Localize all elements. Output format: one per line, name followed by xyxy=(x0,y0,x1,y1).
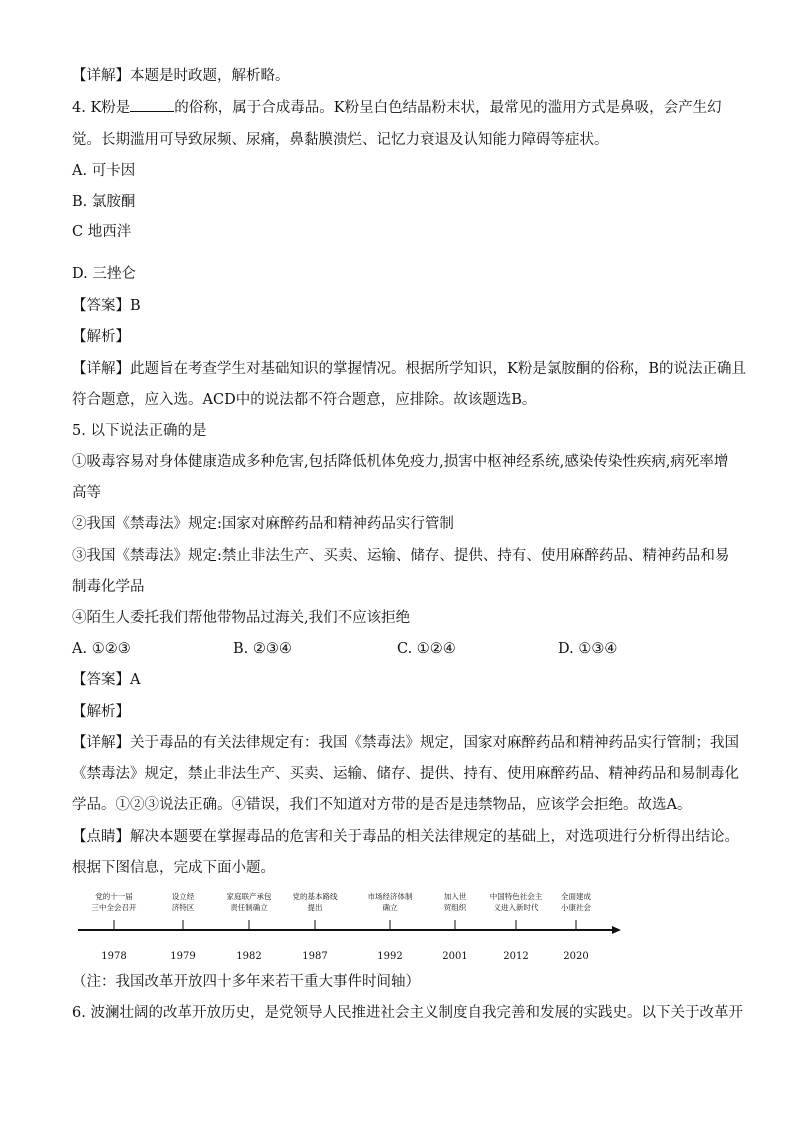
timeline-event-label: 济特区 xyxy=(171,903,195,912)
q4-analysis: 【解析】 xyxy=(72,329,130,345)
timeline-year-label: 1982 xyxy=(236,951,262,962)
timeline-event-label: 提出 xyxy=(307,903,323,912)
q5-statement-4: ④陌生人委托我们帮他带物品过海关,我们不应该拒绝 xyxy=(72,610,411,626)
q5-detail-2: 《禁毒法》规定，禁止非法生产、买卖、运输、储存、提供、持有、使用麻醉药品、精神药品和易制毒化 xyxy=(72,766,739,782)
q5-tip: 【点睛】解决本题要在掌握毒品的危害和关于毒品的相关法律规定的基础上，对选项进行分析得出结论。 xyxy=(72,829,739,845)
q4-option-a: A. 可卡因 xyxy=(72,163,136,179)
q4-stem-line1 xyxy=(72,98,722,118)
timeline-event-label: 中国特色社会主 xyxy=(489,892,543,901)
q5-statement-2: ②我国《禁毒法》规定:国家对麻醉药品和精神药品实行管制 xyxy=(72,516,454,532)
timeline-note: （注：我国改革开放四十多年来若干重大事件时间轴） xyxy=(72,974,420,990)
q4-option-d: D. 三挫仑 xyxy=(72,266,136,282)
timeline-event-label: 家庭联产承包 xyxy=(226,892,272,901)
q4-stem-b: 的俗称，属于合成毒品。K粉呈白色结晶粉末状，最常见的滥用方式是鼻吸，会产生幻 xyxy=(174,100,722,116)
q5-statement-1a: ①吸毒容易对身体健康造成多种危害,包括降低机体免疫力,损害中枢神经系统,感染传染性疾病,病死率增 xyxy=(72,454,729,470)
q5-statement-3b: 制毒化学品 xyxy=(72,579,145,595)
timeline-year-label: 1979 xyxy=(170,951,196,962)
timeline-event-label: 小康社会 xyxy=(561,903,591,912)
timeline-event-label: 责任制确立 xyxy=(230,903,268,912)
timeline-year-label: 1978 xyxy=(101,951,127,962)
q5-statement-3a: ③我国《禁毒法》规定:禁止非法生产、买卖、运输、储存、提供、持有、使用麻醉药品、精神药品和易 xyxy=(72,548,730,564)
q5-detail-1: 【详解】关于毒品的有关法律规定有：我国《禁毒法》规定，国家对麻醉药品和精神药品实行管制；我国 xyxy=(72,735,739,751)
group-intro: 根据下图信息，完成下面小题。 xyxy=(72,860,275,876)
q5-option-d: D. ①③④ xyxy=(558,641,618,657)
q5-stem: 5. 以下说法正确的是 xyxy=(72,423,207,439)
detail-line: 【详解】本题是时政题，解析略。 xyxy=(72,68,290,84)
q4-stem-line2: 觉。长期滥用可导致尿频、尿痛，鼻黏膜溃烂、记忆力衰退及认知能力障碍等症状。 xyxy=(72,132,609,148)
q5-analysis: 【解析】 xyxy=(72,704,130,720)
reform-timeline xyxy=(72,886,632,966)
timeline-event-label: 党的基本路线 xyxy=(292,892,338,901)
timeline-event-label: 设立经 xyxy=(171,892,195,901)
timeline-year-label: 2012 xyxy=(503,951,529,962)
q5-option-a: A. ①②③ xyxy=(72,641,131,657)
timeline-event-label: 确立 xyxy=(382,903,398,912)
q4-option-c: C 地西泮 xyxy=(72,224,132,240)
q4-stem-a: 4. K粉是 xyxy=(72,100,131,116)
answer-blank xyxy=(130,98,174,112)
timeline-year-label: 2020 xyxy=(563,951,589,962)
timeline-year-label: 1987 xyxy=(302,951,328,962)
timeline-event-label: 全面建成 xyxy=(561,892,591,901)
timeline-year-label: 2001 xyxy=(442,951,468,962)
timeline-event-label: 市场经济体制 xyxy=(367,892,413,901)
timeline-event-label: 义进入新时代 xyxy=(493,903,539,912)
q5-answer: 【答案】A xyxy=(72,672,141,688)
q4-detail-1: 【详解】此题旨在考查学生对基础知识的掌握情况。根据所学知识，K粉是氯胺酮的俗称，B的说法正确且 xyxy=(72,361,746,377)
timeline-year-label: 1992 xyxy=(377,951,403,962)
q5-option-c: C. ①②④ xyxy=(397,641,456,657)
q6-stem: 6. 波澜壮阔的改革开放历史，是党领导人民推进社会主义制度自我完善和发展的实践史。以下关于改革开 xyxy=(72,1005,743,1021)
timeline-event-label: 三中全会召开 xyxy=(91,903,137,912)
timeline-event-label: 加入世 xyxy=(443,892,467,901)
q5-option-b: B. ②③④ xyxy=(233,641,292,657)
q5-statement-1b: 高等 xyxy=(72,485,101,501)
timeline-event-label: 党的十一届 xyxy=(95,892,133,901)
timeline-event-label: 贸组织 xyxy=(443,903,467,912)
timeline-arrow-icon xyxy=(612,926,621,934)
q4-detail-2: 符合题意，应入选。ACD中的说法都不符合题意，应排除。故该题选B。 xyxy=(72,392,537,408)
q4-answer: 【答案】B xyxy=(72,298,141,314)
q5-detail-3: 学品。①②③说法正确。④错误，我们不知道对方带的是否是违禁物品，应该学会拒绝。故选A。 xyxy=(72,797,692,813)
q4-option-b: B. 氯胺酮 xyxy=(72,194,136,210)
